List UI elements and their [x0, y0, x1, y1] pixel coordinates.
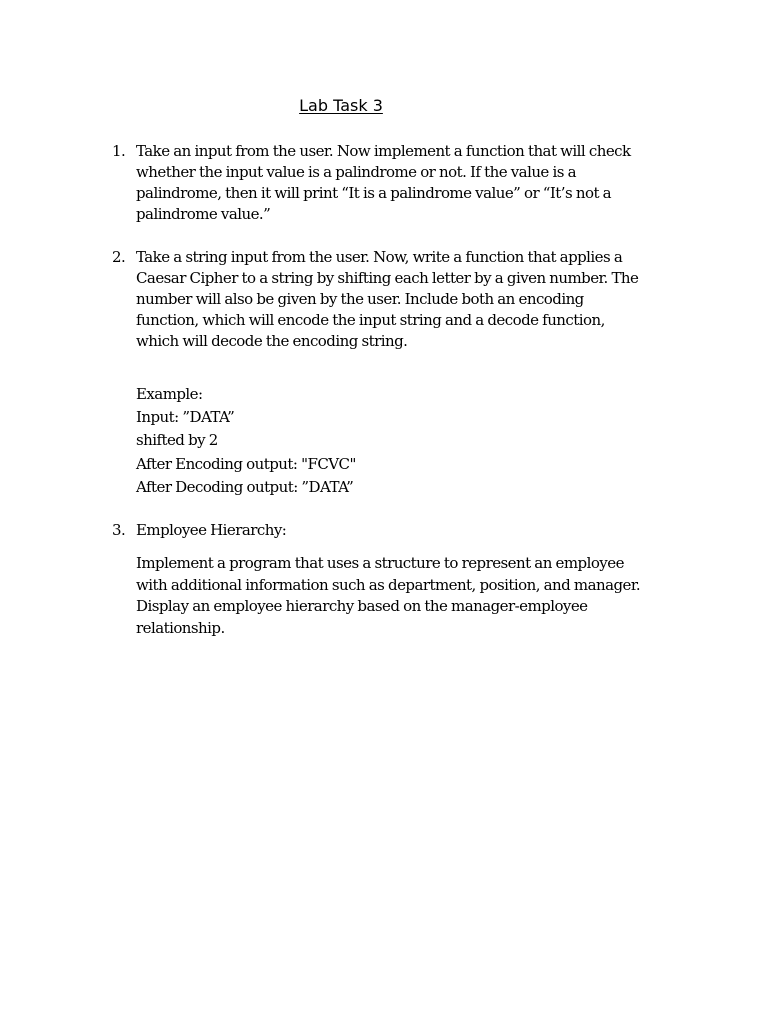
list-item-1 [112, 141, 672, 225]
list-item-number: 1. [112, 142, 126, 160]
list-item-3 [112, 520, 672, 541]
list-item-text: Take a string input from the user. Now, write a function that applies a Caesar Cipher to a string by shifting each letter by a given number. The number will also be given by the user. Include both an encoding function, which will encode the input string and a decode function, which will decode the encoding string. [136, 248, 639, 350]
list-item-text: Take an input from the user. Now implement a function that will check whether the input value is a palindrome or not. If the value is a palindrome, then it will print “It is a palindrome value” or “It’s not a palindrome value.” [136, 142, 631, 223]
list-item-text: Employee Hierarchy: [136, 521, 287, 539]
list-item-2 [112, 247, 672, 352]
example-block: Example: Input: ”DATA” shifted by 2 After Encoding output: "FCVC" After Decoding output: ”DATA” [136, 385, 356, 496]
list-item-number: 3. [112, 521, 126, 539]
list-item-number: 2. [112, 248, 126, 266]
item-3-description: Implement a program that uses a structure to represent an employee with additional information such as department, position, and manager. Display an employee hierarchy based on the manager-employee relationship. [136, 554, 641, 637]
document-title: Lab Task 3 [299, 96, 383, 115]
